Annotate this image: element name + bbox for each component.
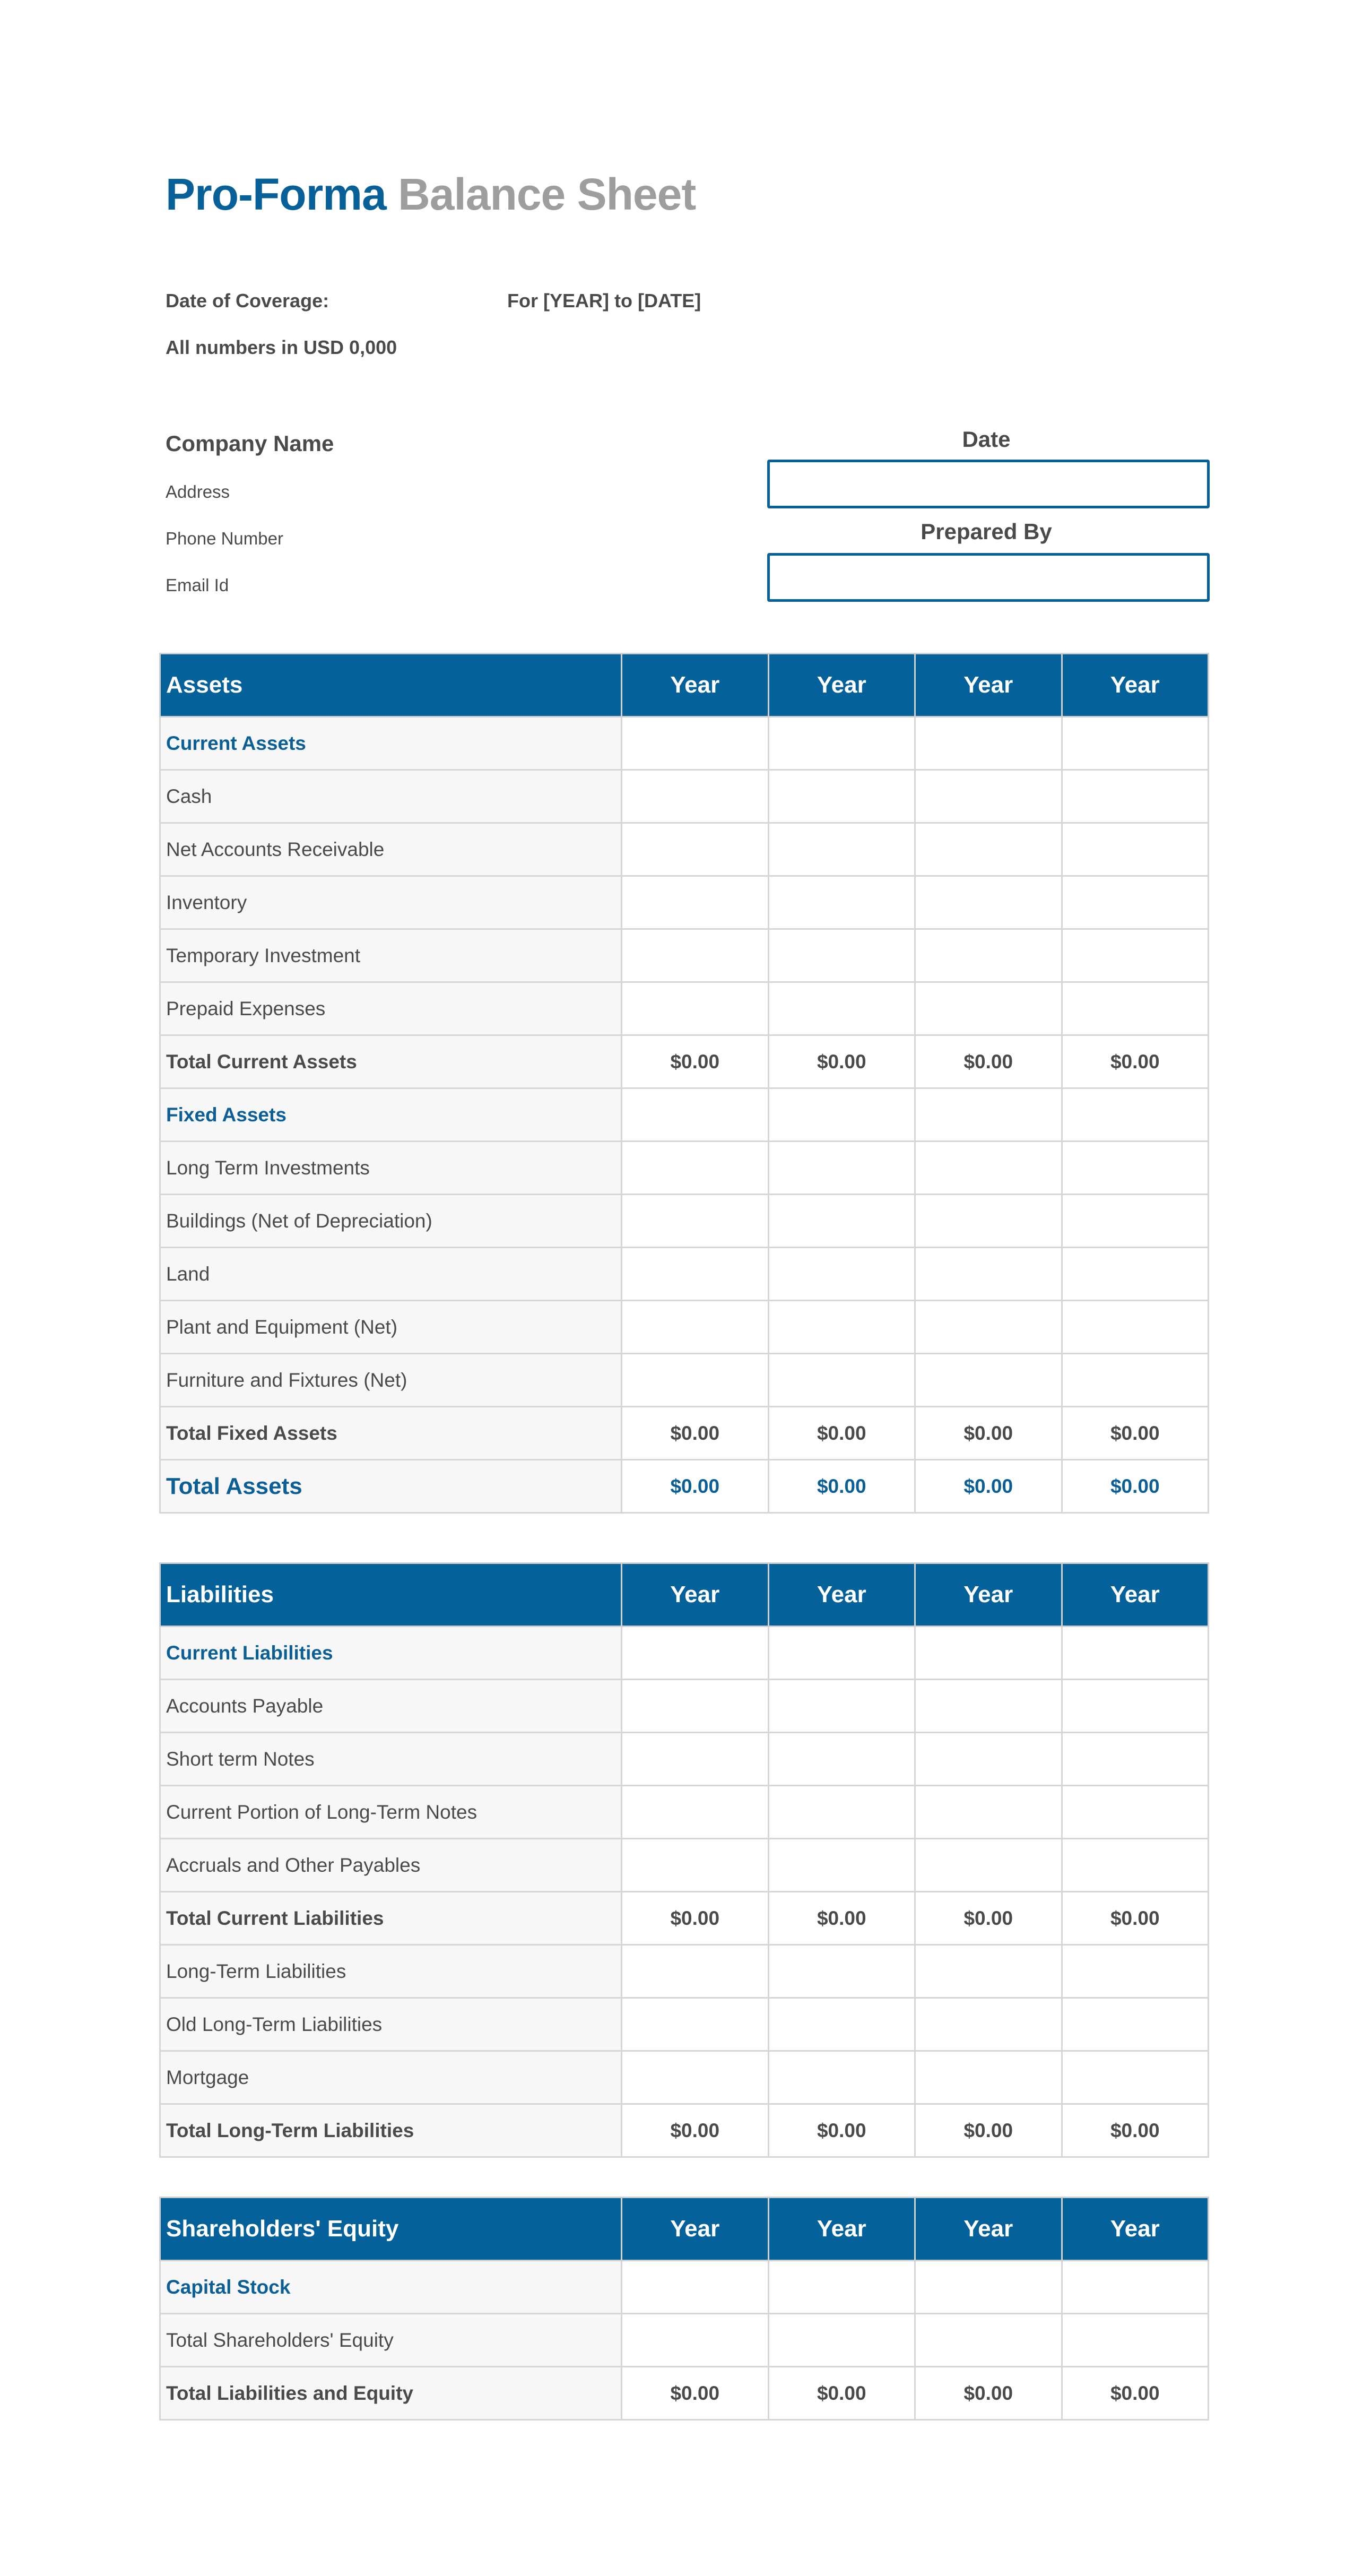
value-cell[interactable] — [622, 1248, 769, 1301]
year-column-header: Year — [768, 1563, 915, 1627]
year-column-header: Year — [622, 654, 769, 717]
value-cell[interactable] — [915, 1627, 1062, 1680]
row-label: Short term Notes — [160, 1733, 622, 1786]
value-cell[interactable] — [768, 1088, 915, 1142]
value-cell: $0.00 — [768, 1892, 915, 1945]
value-cell[interactable] — [622, 2051, 769, 2104]
prepared-by-label: Prepared By — [921, 519, 1052, 544]
value-cell[interactable] — [1062, 2261, 1209, 2314]
value-cell[interactable] — [915, 1301, 1062, 1354]
value-cell[interactable] — [915, 1733, 1062, 1786]
value-cell[interactable] — [1062, 2314, 1209, 2367]
value-cell[interactable] — [915, 717, 1062, 770]
year-column-header: Year — [622, 1563, 769, 1627]
value-cell: $0.00 — [1062, 2104, 1209, 2157]
value-cell[interactable] — [622, 2314, 769, 2367]
value-cell[interactable] — [622, 929, 769, 982]
table-header-row — [160, 2198, 1209, 2261]
value-cell[interactable] — [1062, 1786, 1209, 1839]
year-column-header: Year — [1062, 2198, 1209, 2261]
table-row — [160, 982, 1209, 1035]
row-label: Long-Term Liabilities — [160, 1945, 622, 1998]
value-cell[interactable] — [915, 1088, 1062, 1142]
table-row — [160, 1892, 1209, 1945]
value-cell[interactable] — [768, 1248, 915, 1301]
value-cell: $0.00 — [1062, 1460, 1209, 1513]
coverage-value: For [YEAR] to [DATE] — [507, 290, 701, 312]
value-cell[interactable] — [1062, 823, 1209, 876]
year-column-header: Year — [622, 2198, 769, 2261]
value-cell: $0.00 — [768, 2367, 915, 2420]
page-title — [166, 169, 696, 220]
title-part-1: Pro-Forma — [166, 169, 386, 219]
company-address: Address — [166, 482, 230, 502]
value-cell: $0.00 — [915, 1892, 1062, 1945]
company-phone: Phone Number — [166, 529, 283, 548]
value-cell[interactable] — [1062, 1680, 1209, 1733]
row-label: Fixed Assets — [160, 1088, 622, 1142]
table-row — [160, 1945, 1209, 1998]
value-cell[interactable] — [768, 1142, 915, 1195]
value-cell[interactable] — [768, 982, 915, 1035]
liabilities-table — [159, 1562, 1209, 2158]
row-label: Accruals and Other Payables — [160, 1839, 622, 1892]
value-cell[interactable] — [768, 823, 915, 876]
value-cell[interactable] — [915, 2261, 1062, 2314]
row-label: Prepaid Expenses — [160, 982, 622, 1035]
table-row — [160, 1733, 1209, 1786]
table-row — [160, 1839, 1209, 1892]
value-cell[interactable] — [1062, 876, 1209, 929]
table-row — [160, 1088, 1209, 1142]
table-row — [160, 1248, 1209, 1301]
table-row — [160, 1407, 1209, 1460]
value-cell[interactable] — [1062, 982, 1209, 1035]
value-cell[interactable] — [1062, 1248, 1209, 1301]
row-label: Total Liabilities and Equity — [160, 2367, 622, 2420]
row-label: Capital Stock — [160, 2261, 622, 2314]
value-cell[interactable] — [1062, 1195, 1209, 1248]
value-cell[interactable] — [1062, 1733, 1209, 1786]
value-cell[interactable] — [622, 823, 769, 876]
table-row — [160, 929, 1209, 982]
value-cell[interactable] — [1062, 770, 1209, 823]
value-cell[interactable] — [768, 2314, 915, 2367]
value-cell: $0.00 — [915, 2104, 1062, 2157]
table-row — [160, 1627, 1209, 1680]
value-cell[interactable] — [768, 2261, 915, 2314]
value-cell[interactable] — [622, 2261, 769, 2314]
value-cell[interactable] — [915, 1839, 1062, 1892]
value-cell[interactable] — [915, 2314, 1062, 2367]
table-row — [160, 1195, 1209, 1248]
value-cell[interactable] — [768, 770, 915, 823]
table-row — [160, 1998, 1209, 2051]
value-cell[interactable] — [622, 1733, 769, 1786]
prepared-by-input-box[interactable] — [767, 553, 1210, 602]
year-column-header: Year — [768, 2198, 915, 2261]
value-cell[interactable] — [915, 1786, 1062, 1839]
value-cell[interactable] — [768, 1786, 915, 1839]
value-cell[interactable] — [622, 1786, 769, 1839]
table-row — [160, 1035, 1209, 1088]
table-row — [160, 2261, 1209, 2314]
table-row — [160, 717, 1209, 770]
value-cell[interactable] — [1062, 1088, 1209, 1142]
row-label: Temporary Investment — [160, 929, 622, 982]
value-cell[interactable] — [768, 1680, 915, 1733]
value-cell: $0.00 — [622, 1460, 769, 1513]
value-cell[interactable] — [622, 1945, 769, 1998]
row-label: Plant and Equipment (Net) — [160, 1301, 622, 1354]
table-header-row — [160, 654, 1209, 717]
value-cell: $0.00 — [622, 2104, 769, 2157]
value-cell[interactable] — [768, 2051, 915, 2104]
value-cell: $0.00 — [1062, 1035, 1209, 1088]
value-cell[interactable] — [768, 1627, 915, 1680]
value-cell[interactable] — [915, 929, 1062, 982]
value-cell[interactable] — [1062, 1627, 1209, 1680]
row-label: Buildings (Net of Depreciation) — [160, 1195, 622, 1248]
value-cell: $0.00 — [622, 2367, 769, 2420]
value-cell: $0.00 — [915, 2367, 1062, 2420]
row-label: Net Accounts Receivable — [160, 823, 622, 876]
table-row — [160, 876, 1209, 929]
value-cell[interactable] — [1062, 1839, 1209, 1892]
row-label: Inventory — [160, 876, 622, 929]
value-cell[interactable] — [1062, 1354, 1209, 1407]
year-column-header: Year — [915, 654, 1062, 717]
row-label: Current Liabilities — [160, 1627, 622, 1680]
row-label: Long Term Investments — [160, 1142, 622, 1195]
value-cell[interactable] — [768, 929, 915, 982]
value-cell: $0.00 — [915, 1035, 1062, 1088]
value-cell[interactable] — [622, 717, 769, 770]
value-cell: $0.00 — [768, 1035, 915, 1088]
value-cell: $0.00 — [1062, 2367, 1209, 2420]
value-cell: $0.00 — [768, 1460, 915, 1513]
value-cell[interactable] — [915, 1680, 1062, 1733]
row-label: Current Portion of Long-Term Notes — [160, 1786, 622, 1839]
row-label: Cash — [160, 770, 622, 823]
table-row — [160, 1786, 1209, 1839]
value-cell: $0.00 — [622, 1892, 769, 1945]
assets-table — [159, 653, 1209, 1514]
table-row — [160, 1354, 1209, 1407]
row-label: Accounts Payable — [160, 1680, 622, 1733]
row-label: Mortgage — [160, 2051, 622, 2104]
table-row — [160, 1680, 1209, 1733]
row-label: Total Shareholders' Equity — [160, 2314, 622, 2367]
row-label: Furniture and Fixtures (Net) — [160, 1354, 622, 1407]
value-cell[interactable] — [622, 1142, 769, 1195]
table-row — [160, 1142, 1209, 1195]
value-cell[interactable] — [622, 1354, 769, 1407]
value-cell[interactable] — [622, 1301, 769, 1354]
value-cell[interactable] — [915, 1195, 1062, 1248]
value-cell[interactable] — [622, 982, 769, 1035]
table-row — [160, 823, 1209, 876]
table-row — [160, 2051, 1209, 2104]
value-cell[interactable] — [915, 1354, 1062, 1407]
value-cell[interactable] — [622, 1088, 769, 1142]
value-cell[interactable] — [915, 1248, 1062, 1301]
date-input-box[interactable] — [767, 460, 1210, 508]
value-cell[interactable] — [1062, 1945, 1209, 1998]
value-cell[interactable] — [622, 876, 769, 929]
row-label: Total Assets — [160, 1460, 622, 1513]
value-cell[interactable] — [915, 823, 1062, 876]
value-cell[interactable] — [622, 1680, 769, 1733]
section-header-label: Assets — [160, 654, 622, 717]
value-cell[interactable] — [622, 1195, 769, 1248]
row-label: Total Fixed Assets — [160, 1407, 622, 1460]
value-cell: $0.00 — [622, 1035, 769, 1088]
year-column-header: Year — [1062, 1563, 1209, 1627]
value-cell[interactable] — [915, 1998, 1062, 2051]
table-header-row — [160, 1563, 1209, 1627]
value-cell[interactable] — [915, 876, 1062, 929]
value-cell[interactable] — [1062, 1301, 1209, 1354]
value-cell[interactable] — [768, 1354, 915, 1407]
company-name: Company Name — [166, 431, 334, 456]
value-cell[interactable] — [1062, 1142, 1209, 1195]
units-note: All numbers in USD 0,000 — [166, 336, 397, 358]
value-cell: $0.00 — [1062, 1407, 1209, 1460]
date-label: Date — [962, 427, 1011, 452]
row-label: Current Assets — [160, 717, 622, 770]
equity-table — [159, 2197, 1209, 2421]
value-cell[interactable] — [622, 1998, 769, 2051]
year-column-header: Year — [915, 2198, 1062, 2261]
section-header-label: Liabilities — [160, 1563, 622, 1627]
table-row — [160, 2314, 1209, 2367]
value-cell[interactable] — [768, 1839, 915, 1892]
value-cell[interactable] — [768, 717, 915, 770]
value-cell[interactable] — [1062, 2051, 1209, 2104]
section-header-label: Shareholders' Equity — [160, 2198, 622, 2261]
row-label: Total Current Liabilities — [160, 1892, 622, 1945]
value-cell[interactable] — [768, 1195, 915, 1248]
value-cell[interactable] — [1062, 929, 1209, 982]
value-cell[interactable] — [1062, 717, 1209, 770]
value-cell[interactable] — [915, 1945, 1062, 1998]
company-email: Email Id — [166, 575, 229, 595]
value-cell: $0.00 — [768, 2104, 915, 2157]
table-row — [160, 2104, 1209, 2157]
value-cell: $0.00 — [622, 1407, 769, 1460]
value-cell[interactable] — [915, 770, 1062, 823]
value-cell[interactable] — [622, 1627, 769, 1680]
row-label: Land — [160, 1248, 622, 1301]
value-cell[interactable] — [768, 1945, 915, 1998]
value-cell[interactable] — [1062, 1998, 1209, 2051]
year-column-header: Year — [915, 1563, 1062, 1627]
row-label: Total Current Assets — [160, 1035, 622, 1088]
value-cell: $0.00 — [915, 1460, 1062, 1513]
table-row — [160, 1460, 1209, 1513]
value-cell[interactable] — [622, 1839, 769, 1892]
value-cell[interactable] — [915, 982, 1062, 1035]
row-label: Total Long-Term Liabilities — [160, 2104, 622, 2157]
coverage-label: Date of Coverage: — [166, 290, 329, 312]
title-part-2: Balance Sheet — [398, 169, 696, 219]
table-row — [160, 2367, 1209, 2420]
value-cell[interactable] — [768, 876, 915, 929]
value-cell: $0.00 — [1062, 1892, 1209, 1945]
year-column-header: Year — [1062, 654, 1209, 717]
value-cell[interactable] — [768, 1733, 915, 1786]
value-cell: $0.00 — [768, 1407, 915, 1460]
year-column-header: Year — [768, 654, 915, 717]
value-cell[interactable] — [768, 1301, 915, 1354]
value-cell[interactable] — [915, 1142, 1062, 1195]
row-label: Old Long-Term Liabilities — [160, 1998, 622, 2051]
value-cell[interactable] — [915, 2051, 1062, 2104]
value-cell[interactable] — [622, 770, 769, 823]
table-row — [160, 1301, 1209, 1354]
value-cell[interactable] — [768, 1998, 915, 2051]
table-row — [160, 770, 1209, 823]
value-cell: $0.00 — [915, 1407, 1062, 1460]
